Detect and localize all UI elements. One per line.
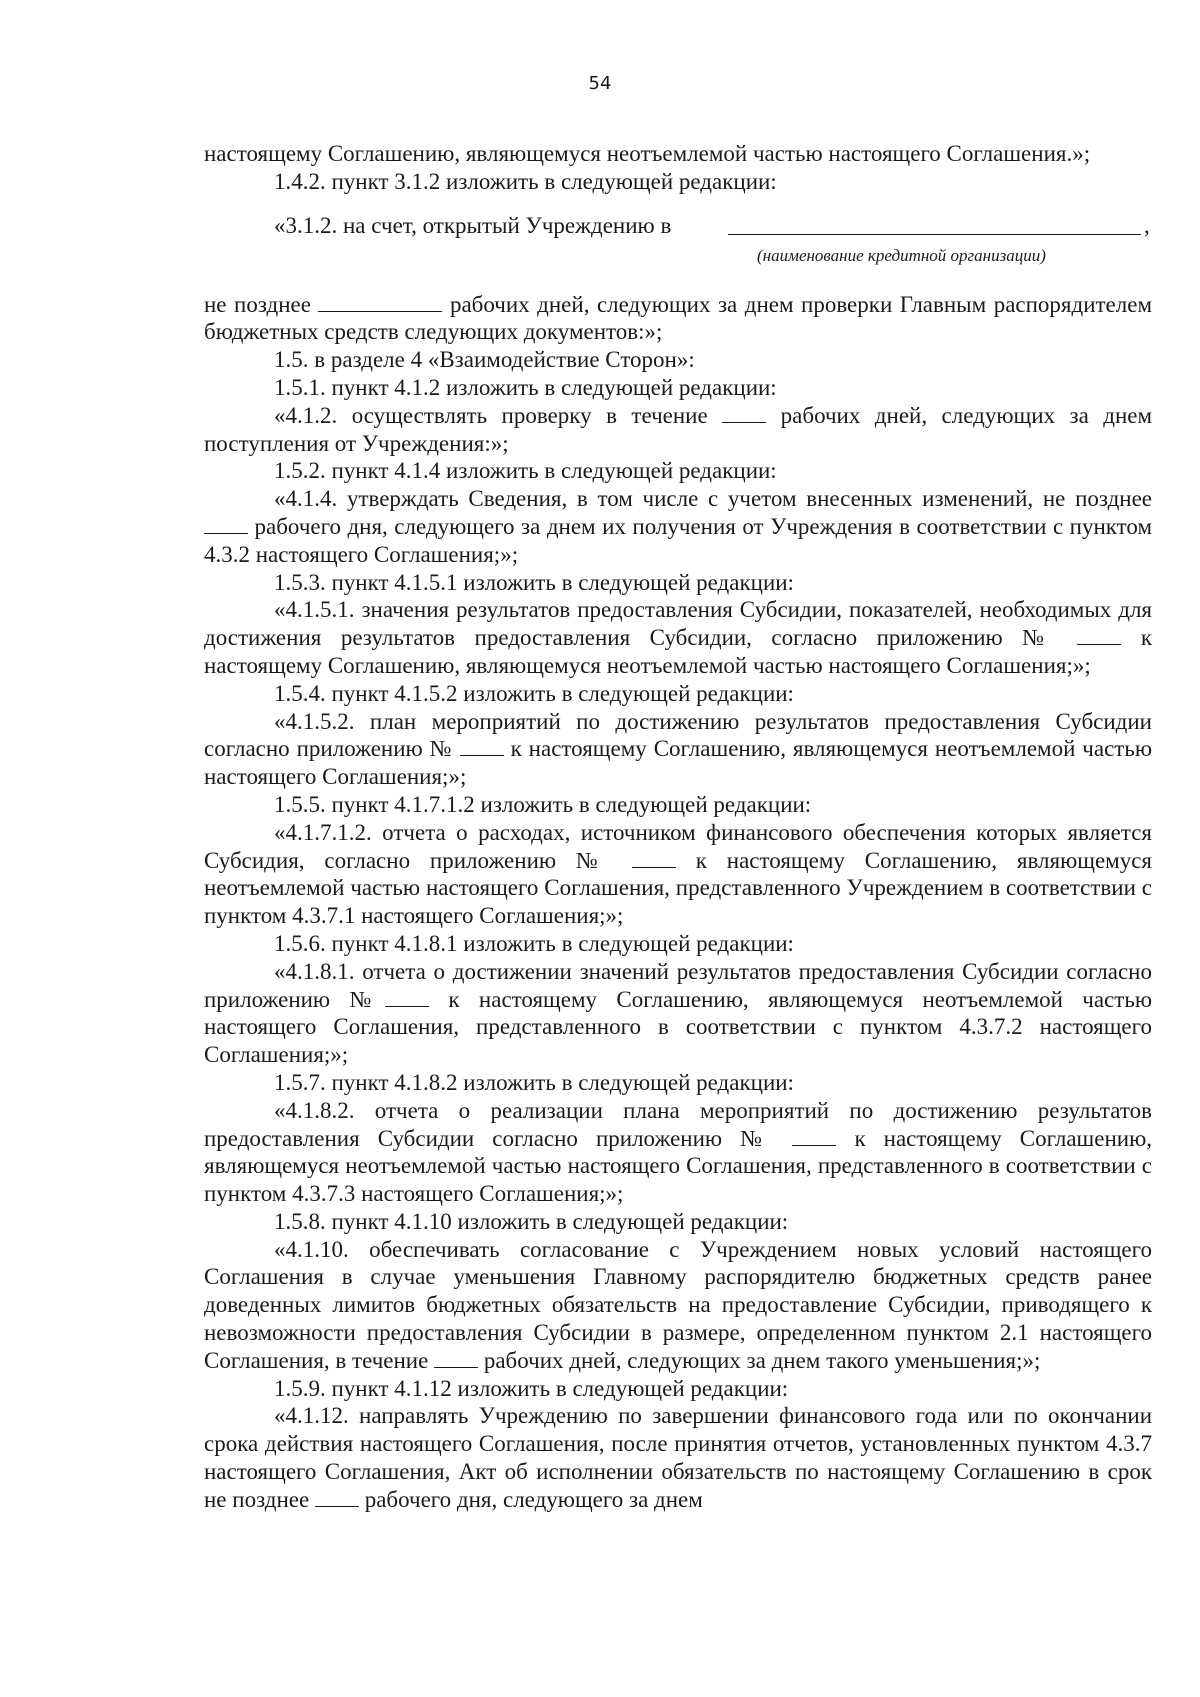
paragraph-4-1-5-1	[204, 596, 1152, 679]
bank-name-blank	[728, 234, 1141, 235]
blank-line	[385, 987, 429, 1007]
paragraph-1-5-8: 1.5.8. пункт 4.1.10 изложить в следующей редакции:	[274, 1208, 789, 1234]
paragraph-1-5-9: 1.5.9. пункт 4.1.12 изложить в следующей редакции:	[274, 1375, 789, 1401]
paragraph-1-5-6: 1.5.6. пункт 4.1.8.1 изложить в следующей редакции:	[274, 930, 794, 956]
text-segment: «4.1.12. направлять Учреждению по завершении финансового года или по окончании срока действия настоящего Соглашения, после принятия отчетов, установленных пунктом 4.3.7 настоящего Соглашения, Акт об исполнении обязательств по настоящему Соглашению в срок не позднее	[204, 1403, 1152, 1512]
paragraph-1-5-3: 1.5.3. пункт 4.1.5.1 изложить в следующей редакции:	[274, 569, 794, 595]
text-segment: к настоящему Соглашению, являющемуся неотъемлемой частью настоящего Соглашения, представленного в соответствии с пунктом 4.3.7.3 настоящего Соглашения;»;	[204, 1125, 1153, 1207]
paragraph-4-1-12	[204, 1402, 1152, 1513]
paragraph-1-5-1: 1.5.1. пункт 4.1.2 изложить в следующей редакции:	[274, 374, 777, 400]
paragraph-1-5-7: 1.5.7. пункт 4.1.8.2 изложить в следующей редакции:	[274, 1069, 794, 1095]
bank-name-caption: (наименование кредитной организации)	[757, 245, 1046, 265]
paragraph-4-1-8-1	[204, 958, 1152, 1069]
blank-line	[204, 514, 248, 534]
document-body	[204, 140, 1152, 1514]
paragraph-4-1-4	[204, 485, 1152, 568]
paragraph-1-5: 1.5. в разделе 4 «Взаимодействие Сторон»:	[274, 347, 695, 373]
text-segment: рабочих дней, следующих за днем поступления от Учреждения:»;	[204, 402, 1153, 456]
text-segment: к настоящему Соглашению, являющемуся неотъемлемой частью настоящего Соглашения;»;	[204, 736, 1153, 790]
text-segment: к настоящему Соглашению, являющемуся неотъемлемой частью настоящего Соглашения;»;	[204, 625, 1153, 678]
paragraph-1-4-2: 1.4.2. пункт 3.1.2 изложить в следующей редакции:	[274, 168, 777, 194]
text-segment: «4.1.4. утверждать Сведения, в том числе с учетом внесенных изменений, не позднее	[274, 486, 1152, 512]
paragraph-4-1-7-1-2	[204, 819, 1152, 930]
paragraph-4-1-8-2	[204, 1097, 1152, 1208]
text-segment: «4.1.8.2. отчета о реализации плана мероприятий по достижению результатов предоставления Субсидии согласно приложению №	[204, 1097, 1152, 1151]
paragraph-continuation: настоящему Соглашению, являющемуся неотъемлемой частью настоящего Соглашения.»;	[204, 141, 1091, 166]
text-segment: рабочего дня, следующего за днем их получения от Учреждения в соответствии с пунктом 4.3.2 настоящего Соглашения;»;	[204, 513, 1152, 567]
account-clause-block	[204, 200, 1152, 280]
text-segment: «4.1.8.1. отчета о достижении значений результатов предоставления Субсидии согласно приложению №	[204, 958, 1152, 1012]
blank-line	[460, 736, 504, 756]
blank-line	[1077, 625, 1121, 645]
blank-line	[632, 848, 676, 868]
paragraph-4-1-10	[204, 1236, 1152, 1375]
blank-line	[315, 1487, 359, 1507]
paragraph-4-1-5-2	[204, 708, 1152, 791]
text-segment: рабочего дня, следующего за днем	[364, 1486, 703, 1512]
blank-line	[722, 403, 766, 423]
text-segment: не позднее	[204, 291, 311, 317]
text-segment: «4.1.5.2. план мероприятий по достижению результатов предоставления Субсидии согласно приложению №	[204, 708, 1152, 762]
paragraph-4-1-2	[204, 402, 1152, 458]
account-clause-text: «3.1.2. на счет, открытый Учреждению в	[274, 212, 672, 238]
text-segment: «4.1.10. обеспечивать согласование с Учреждением новых условий настоящего Соглашения в случае уменьшения Главному распорядителю бюджетных средств ранее доведенных лимитов бюджетных обязательств на предоставление Субсидии, приводящего к невозможности предоставления Субсидии в размере, определенном пунктом 2.1 настоящего Соглашения, в течение	[204, 1236, 1152, 1373]
page-number: 54	[588, 73, 612, 94]
paragraph-1-5-5: 1.5.5. пункт 4.1.7.1.2 изложить в следующей редакции:	[274, 791, 812, 817]
text-segment: рабочих дней, следующих за днем проверки Главным распорядителем бюджетных средств следующих документов:»;	[204, 291, 1153, 345]
paragraph-1-5-2: 1.5.2. пункт 4.1.4 изложить в следующей редакции:	[274, 458, 777, 484]
text-segment: к настоящему Соглашению, являющемуся неотъемлемой частью настоящего Соглашения, представленного Учреждением в соответствии с пунктом 4.3.7.1 настоящего Соглашения;»;	[204, 847, 1153, 929]
text-segment: к настоящему Соглашению, являющемуся неотъемлемой частью настоящего Соглашения, представленного в соответствии с пунктом 4.3.7.2 настоящего Соглашения;»;	[204, 986, 1153, 1068]
account-clause-comma: ,	[1144, 212, 1150, 238]
text-segment: «4.1.7.1.2. отчета о расходах, источником финансового обеспечения которых является Субсидия, согласно приложению №	[204, 819, 1152, 873]
text-segment: «4.1.5.1. значения результатов предоставления Субсидии, показателей, необходимых для достижения результатов предоставления Субсидии, согласно приложению №	[204, 597, 1152, 651]
text-segment: рабочих дней, следующих за днем такого уменьшения;»;	[483, 1347, 1041, 1373]
blank-line	[318, 292, 442, 312]
text-segment: «4.1.2. осуществлять проверку в течение	[274, 402, 708, 428]
blank-line	[792, 1126, 836, 1146]
paragraph-deadline	[204, 291, 1152, 347]
paragraph-1-5-4: 1.5.4. пункт 4.1.5.2 изложить в следующей редакции:	[274, 680, 794, 706]
blank-line	[434, 1348, 478, 1368]
